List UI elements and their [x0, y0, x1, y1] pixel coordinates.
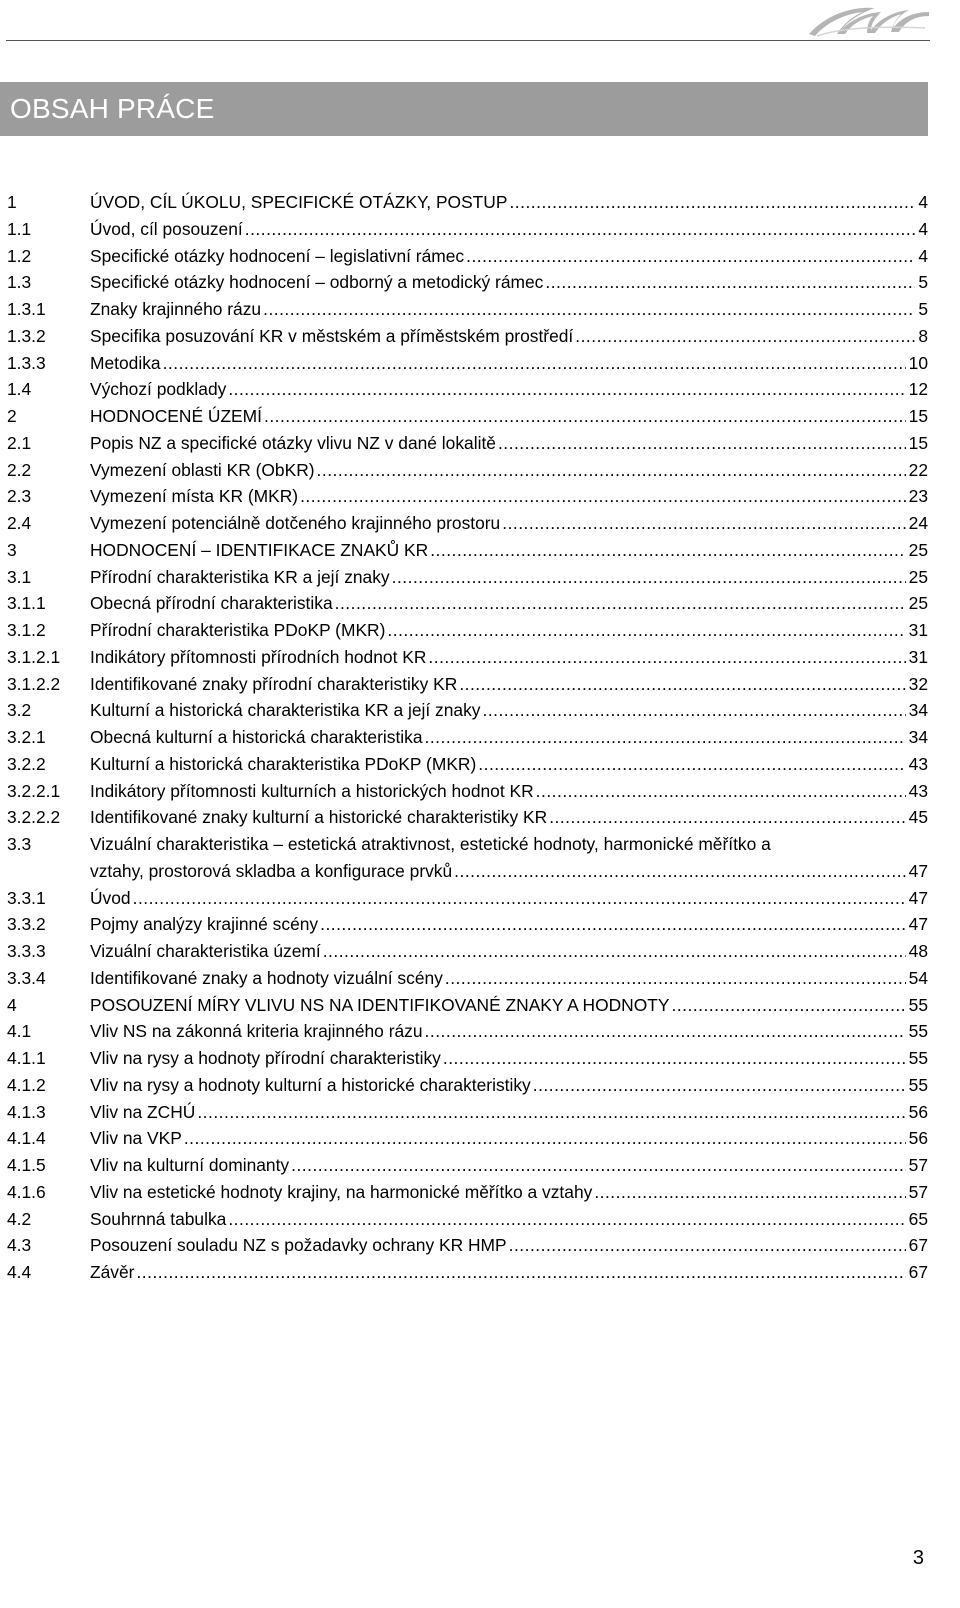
title-band [0, 82, 928, 136]
toc-entry-number: 4 [7, 994, 17, 1015]
toc-entry-number: 2.3 [7, 486, 32, 507]
dot-leader [228, 376, 905, 403]
toc-entry[interactable] [0, 885, 928, 912]
toc-entry[interactable] [0, 350, 928, 377]
toc-entry-body [90, 216, 928, 243]
toc-entry-page: 34 [908, 727, 928, 747]
toc-entry-label: Přírodní charakteristika KR a její znaky [90, 566, 390, 587]
toc-entry-body [90, 430, 928, 457]
toc-entry-body [90, 617, 928, 644]
toc-entry-label: Vliv na VKP [90, 1128, 182, 1149]
toc-entry-page: 34 [908, 700, 928, 721]
toc-entry-page: 25 [908, 539, 928, 560]
toc-entry-label: Výchozí podklady [90, 379, 227, 400]
dot-leader [263, 296, 915, 323]
toc-entry[interactable] [0, 644, 928, 671]
toc-entry-label: Popis NZ a specifické otázky vlivu NZ v dané lokalitě [90, 432, 496, 453]
toc-entry[interactable] [0, 778, 928, 805]
toc-entry-page: 55 [908, 994, 928, 1015]
toc-entry-number: 3.2.2.1 [7, 780, 61, 801]
toc-entry-page: 25 [908, 593, 928, 614]
toc-entry-label: Posouzení souladu NZ s požadavky ochrany KR HMP [90, 1235, 507, 1256]
toc-entry-number: 4.1.2 [7, 1074, 46, 1095]
toc-entry-body [90, 831, 928, 885]
dot-leader [320, 911, 906, 938]
toc-entry-number: 4.2 [7, 1208, 32, 1229]
dot-leader [509, 1232, 906, 1259]
dot-leader [264, 403, 906, 430]
toc-entry-page: 32 [908, 673, 928, 694]
toc-entry[interactable] [0, 296, 928, 323]
toc-entry-label: ÚVOD, CÍL ÚKOLU, SPECIFICKÉ OTÁZKY, POSTUP [90, 192, 508, 212]
toc-entry[interactable] [0, 243, 928, 270]
toc-entry-page: 31 [908, 646, 928, 667]
toc-entry-label: Přírodní charakteristika PDoKP (MKR) [90, 620, 386, 640]
dot-leader [509, 189, 915, 216]
toc-entry[interactable] [0, 1045, 928, 1072]
toc-entry-body [90, 778, 928, 805]
toc-entry-page: 15 [908, 432, 928, 453]
toc-entry[interactable] [0, 376, 928, 403]
dot-leader [428, 644, 905, 671]
toc-entry-label: Vliv na ZCHÚ [90, 1101, 196, 1122]
dot-leader [392, 564, 906, 591]
toc-entry-label: HODNOCENÉ ÚZEMÍ [90, 406, 262, 426]
toc-entry-label: Vliv NS na zákonná kriteria krajinného rázu [90, 1021, 423, 1042]
toc-entry[interactable] [0, 751, 928, 778]
toc-entry-label: Specifika posuzování KR v městském a příměstském prostředí [90, 325, 574, 346]
dot-leader [533, 1072, 906, 1099]
page-title: OBSAH PRÁCE [10, 93, 215, 124]
toc-entry-page: 47 [908, 887, 928, 908]
dot-leader [459, 671, 905, 698]
toc-entry-page: 43 [908, 753, 928, 774]
toc-entry-label: Úvod [90, 887, 131, 908]
toc-entry-page: 57 [908, 1181, 928, 1202]
toc-entry[interactable] [0, 483, 928, 510]
dot-leader [425, 724, 906, 751]
toc-entry-label: Identifikované znaky přírodní charakteristiky KR [90, 673, 458, 694]
toc-entry-number: 3.2.2.2 [7, 807, 61, 828]
toc-entry-body [90, 296, 928, 323]
toc-entry-page: 24 [908, 513, 928, 533]
toc-entry-label: Obecná přírodní charakteristika [90, 593, 333, 614]
dot-leader [245, 216, 915, 243]
toc-entry-number: 3.3.2 [7, 914, 46, 935]
toc-entry-body [90, 938, 928, 965]
toc-entry-label: Pojmy analýzy krajinné scény [90, 914, 319, 935]
page-number: 3 [912, 1547, 924, 1569]
dot-leader [498, 430, 906, 457]
toc-entry[interactable] [0, 564, 928, 591]
header-rule [6, 40, 930, 41]
toc-entry[interactable] [0, 269, 928, 296]
toc-entry-page: 67 [908, 1235, 928, 1256]
toc-entry-number: 4.3 [7, 1235, 32, 1256]
toc-entry-body [90, 564, 928, 591]
toc-entry[interactable] [0, 617, 928, 644]
toc-entry-body [90, 671, 928, 698]
toc-entry-body [90, 1179, 928, 1206]
toc-entry-number: 1.2 [7, 245, 32, 266]
toc-entry-page: 5 [918, 272, 928, 293]
toc-entry-page: 4 [918, 245, 928, 266]
toc-entry-number: 1 [7, 192, 17, 212]
dot-leader [163, 350, 906, 377]
toc-entry[interactable] [0, 1152, 928, 1179]
toc-entry-label: Vliv na kulturní dominanty [90, 1155, 290, 1175]
toc-entry-body [90, 483, 928, 510]
toc-entry-page: 55 [908, 1021, 928, 1042]
toc-entry-page: 12 [908, 379, 928, 400]
toc-entry-page: 31 [908, 620, 928, 640]
toc-entry[interactable] [0, 537, 928, 564]
toc-entry-body [90, 992, 928, 1019]
dot-leader [443, 1045, 906, 1072]
dot-leader [228, 1206, 905, 1233]
dot-leader [136, 1259, 905, 1286]
toc-entry-body [90, 1152, 928, 1179]
toc-entry-page: 56 [908, 1128, 928, 1149]
curved-swoosh-logo-icon [805, 0, 930, 40]
toc-entry[interactable] [0, 697, 928, 724]
dot-leader [335, 590, 906, 617]
dot-leader [466, 243, 915, 270]
toc-entry[interactable] [0, 189, 928, 216]
toc-entry-body [90, 644, 928, 671]
toc-entry-number: 4.1.1 [7, 1048, 46, 1068]
toc-entry-label: Specifické otázky hodnocení – legislativní rámec [90, 245, 465, 266]
toc-entry-number: 2 [7, 406, 17, 426]
toc-entry-number: 4.1.5 [7, 1155, 46, 1175]
toc-entry-label: Závěr [90, 1262, 135, 1282]
toc-entry-body [90, 1045, 928, 1072]
dot-leader [502, 510, 905, 537]
toc-entry-page: 10 [908, 352, 928, 373]
toc-entry-page: 47 [908, 914, 928, 935]
toc-entry-label: Vliv na estetické hodnoty krajiny, na harmonické měřítko a vztahy [90, 1181, 593, 1202]
toc-entry-body [90, 189, 928, 216]
toc-entry-number: 1.3.2 [7, 325, 46, 346]
toc-entry-body [90, 804, 928, 831]
toc-entry-number: 1.3.3 [7, 352, 46, 373]
toc-entry-body [90, 1206, 928, 1233]
toc-entry-number: 1.3.1 [7, 299, 46, 319]
toc-entry-label: HODNOCENÍ – IDENTIFIKACE ZNAKŮ KR [90, 539, 429, 560]
toc-entry-body [90, 751, 928, 778]
toc-entry-body [90, 1099, 928, 1126]
toc-entry-number: 3.2 [7, 700, 32, 721]
toc-entry-number: 4.1 [7, 1021, 32, 1042]
toc-entry[interactable] [0, 510, 928, 537]
toc-entry-label-continuation: vztahy, prostorová skladba a konfigurace prvků [90, 860, 453, 881]
toc-entry-label: Znaky krajinného rázu [90, 299, 262, 319]
toc-entry-number: 1.1 [7, 218, 32, 239]
toc-entry-body [90, 1072, 928, 1099]
dot-leader [133, 885, 906, 912]
toc-entry-number: 4.1.4 [7, 1128, 46, 1149]
toc-entry-page: 25 [908, 566, 928, 587]
table-of-contents [0, 189, 928, 1286]
toc-entry[interactable] [0, 1018, 928, 1045]
toc-entry-number: 3.3.1 [7, 887, 46, 908]
toc-entry-label: Obecná kulturní a historická charakteristika [90, 727, 423, 747]
toc-entry-label: Indikátory přítomnosti přírodních hodnot KR [90, 646, 427, 667]
toc-entry-line2 [90, 858, 928, 885]
dot-leader [672, 992, 906, 1019]
toc-entry-label: Identifikované znaky kulturní a historické charakteristiky KR [90, 807, 548, 828]
toc-entry-body [90, 376, 928, 403]
toc-entry-number: 2.2 [7, 459, 32, 480]
toc-entry-label: Vizuální charakteristika – estetická atraktivnost, estetické hodnoty, harmonické měřítko a [90, 834, 771, 854]
toc-entry[interactable] [0, 804, 928, 831]
toc-entry-number: 3.3 [7, 834, 32, 854]
toc-entry-page: 48 [908, 941, 928, 961]
toc-entry[interactable] [0, 1179, 928, 1206]
toc-entry-number: 2.1 [7, 432, 32, 453]
toc-entry-page: 54 [908, 967, 928, 988]
toc-entry-number: 3.1.2.2 [7, 673, 61, 694]
dot-leader [594, 1179, 905, 1206]
toc-entry[interactable] [0, 403, 928, 430]
toc-entry-number: 3.1.1 [7, 593, 46, 614]
toc-entry-label: Kulturní a historická charakteristika PDoKP (MKR) [90, 753, 477, 774]
toc-entry-number: 3.1 [7, 566, 32, 587]
dot-leader [536, 778, 906, 805]
dot-leader [575, 323, 915, 350]
toc-entry[interactable] [0, 590, 928, 617]
toc-entry-page: 4 [918, 192, 928, 212]
dot-leader [387, 617, 905, 644]
toc-entry-number: 4.4 [7, 1262, 32, 1282]
toc-entry-label: Identifikované znaky a hodnoty vizuální scény [90, 967, 443, 988]
toc-entry-page: 67 [908, 1262, 928, 1282]
toc-entry-body [90, 243, 928, 270]
toc-entry-number: 2.4 [7, 513, 32, 533]
toc-entry-page: 65 [908, 1208, 928, 1229]
toc-entry-number: 3.2.1 [7, 727, 46, 747]
dot-leader [300, 483, 906, 510]
toc-entry-body [90, 323, 928, 350]
toc-entry-page: 55 [908, 1048, 928, 1068]
toc-entry-number: 4.1.3 [7, 1101, 46, 1122]
toc-entry-label: Úvod, cíl posouzení [90, 218, 243, 239]
toc-entry-page: 22 [908, 459, 928, 480]
toc-entry-body [90, 885, 928, 912]
dot-leader [430, 537, 905, 564]
toc-entry-label: Vymezení potenciálně dotčeného krajinného prostoru [90, 513, 501, 533]
toc-entry-body [90, 1018, 928, 1045]
toc-entry[interactable] [0, 1072, 928, 1099]
toc-entry-body [90, 403, 928, 430]
toc-entry-label: Vizuální charakteristika území [90, 941, 321, 961]
toc-entry-number: 1.3 [7, 272, 32, 293]
toc-entry-page: 23 [908, 486, 928, 507]
toc-entry[interactable] [0, 1259, 928, 1286]
toc-entry[interactable] [0, 724, 928, 751]
toc-entry-label: Vliv na rysy a hodnoty přírodní charakteristiky [90, 1048, 441, 1068]
toc-entry-body [90, 697, 928, 724]
toc-entry-label: Vymezení místa KR (MKR) [90, 486, 299, 507]
toc-entry-label: Indikátory přítomnosti kulturních a historických hodnot KR [90, 780, 534, 801]
toc-entry-body [90, 269, 928, 296]
toc-entry-page: 57 [908, 1155, 928, 1175]
toc-entry-number: 3.3.4 [7, 967, 46, 988]
dot-leader [454, 858, 905, 885]
toc-entry-label: Vymezení oblasti KR (ObKR) [90, 459, 315, 480]
toc-entry-page: 5 [918, 299, 928, 319]
toc-entry-body [90, 457, 928, 484]
toc-entry-page: 43 [908, 780, 928, 801]
toc-entry[interactable] [0, 1099, 928, 1126]
dot-leader [482, 697, 905, 724]
toc-entry-body [90, 724, 928, 751]
toc-entry-number: 3.2.2 [7, 753, 46, 774]
toc-entry-label: Kulturní a historická charakteristika KR a její znaky [90, 700, 481, 721]
dot-leader [445, 965, 906, 992]
toc-entry-page: 4 [918, 218, 928, 239]
dot-leader [317, 457, 906, 484]
toc-entry[interactable] [0, 1232, 928, 1259]
toc-entry[interactable] [0, 323, 928, 350]
dot-leader [291, 1152, 906, 1179]
toc-entry-label: Vliv na rysy a hodnoty kulturní a historické charakteristiky [90, 1074, 531, 1095]
toc-entry-label: Metodika [90, 352, 161, 373]
dot-leader [197, 1099, 905, 1126]
toc-entry-body [90, 1232, 928, 1259]
dot-leader [323, 938, 906, 965]
dot-leader [478, 751, 905, 778]
toc-entry[interactable] [0, 911, 928, 938]
toc-entry-label: Souhrnná tabulka [90, 1208, 227, 1229]
toc-entry-body [90, 1259, 928, 1286]
toc-entry-number: 3 [7, 539, 17, 560]
toc-entry-page: 56 [908, 1101, 928, 1122]
toc-entry[interactable] [0, 831, 928, 885]
toc-entry[interactable] [0, 671, 928, 698]
toc-entry-number: 4.1.6 [7, 1181, 46, 1202]
dot-leader [549, 804, 905, 831]
toc-entry-body [90, 911, 928, 938]
toc-entry-body [90, 965, 928, 992]
toc-entry[interactable] [0, 938, 928, 965]
dot-leader [545, 269, 915, 296]
toc-entry-body [90, 350, 928, 377]
toc-entry[interactable] [0, 457, 928, 484]
toc-entry-number: 1.4 [7, 379, 32, 400]
toc-entry-body [90, 537, 928, 564]
toc-entry-label: Specifické otázky hodnocení – odborný a metodický rámec [90, 272, 544, 293]
toc-entry-body [90, 1125, 928, 1152]
toc-entry-label: POSOUZENÍ MÍRY VLIVU NS NA IDENTIFIKOVANÉ ZNAKY A HODNOTY [90, 994, 670, 1015]
toc-entry-page: 8 [918, 325, 928, 346]
toc-entry-body [90, 510, 928, 537]
toc-entry[interactable] [0, 992, 928, 1019]
toc-entry[interactable] [0, 1125, 928, 1152]
dot-leader [425, 1018, 906, 1045]
toc-entry-number: 3.1.2 [7, 620, 46, 640]
dot-leader [184, 1125, 906, 1152]
toc-entry-number: 3.1.2.1 [7, 646, 61, 667]
toc-entry[interactable] [0, 216, 928, 243]
toc-entry-page: 55 [908, 1074, 928, 1095]
toc-entry-page: 47 [908, 860, 928, 881]
toc-entry-body [90, 590, 928, 617]
toc-entry-number: 3.3.3 [7, 941, 46, 961]
toc-entry-page: 45 [908, 807, 928, 828]
toc-entry[interactable] [0, 965, 928, 992]
toc-entry-page: 15 [908, 406, 928, 426]
toc-entry[interactable] [0, 1206, 928, 1233]
toc-entry[interactable] [0, 430, 928, 457]
